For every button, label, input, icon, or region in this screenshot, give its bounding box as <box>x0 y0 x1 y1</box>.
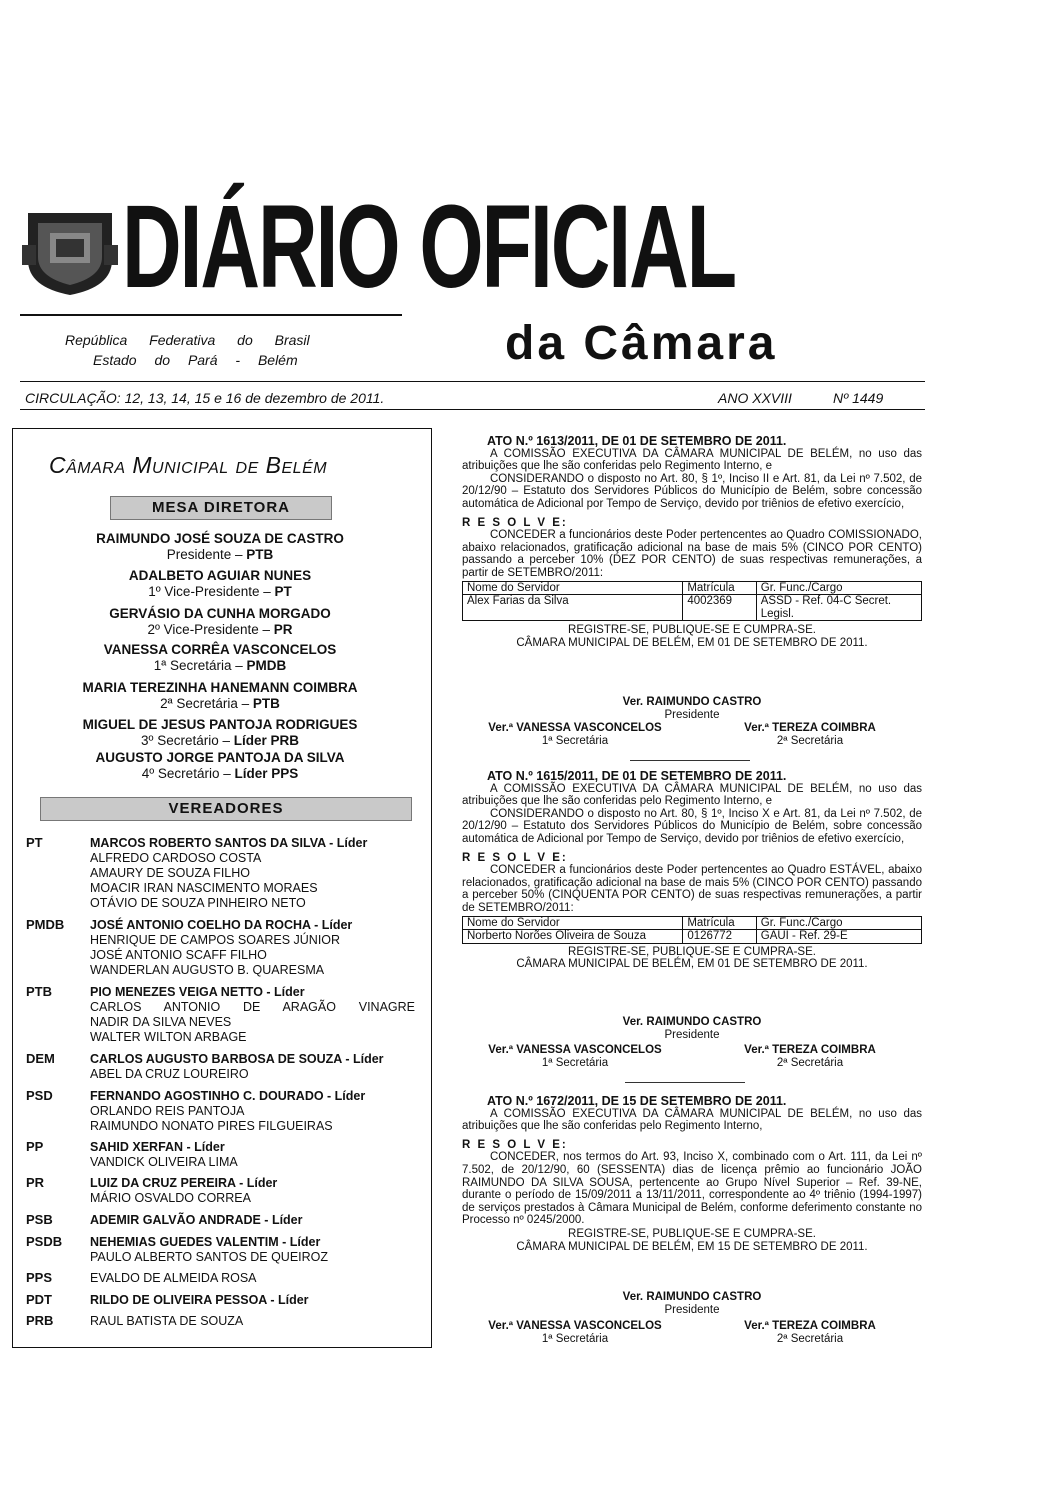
party-code: PR <box>26 1175 45 1190</box>
party-members: LUIZ DA CRUZ PEREIRA - Líder MÁRIO OSVALDO CORREA <box>90 1176 278 1205</box>
servidor-table: Nome do Servidor Matrícula Gr. Func./Cargo Alex Farias da Silva 4002369 ASSD - Ref. 04-C Secret. Legisl. <box>462 581 922 622</box>
party-members: FERNANDO AGOSTINHO C. DOURADO - Líder ORLANDO REIS PANTOJA RAIMUNDO NONATO PIRES FILGUEIRAS <box>90 1089 366 1133</box>
party-members: CARLOS AUGUSTO BARBOSA DE SOUZA - Líder ABEL DA CRUZ LOUREIRO <box>90 1052 384 1081</box>
mesa-member: ADALBETO AGUIAR NUNES 1º Vice-Presidente – PT <box>128 568 312 599</box>
president-signature: Ver. RAIMUNDO CASTRO Presidente <box>622 696 762 721</box>
party-code: DEM <box>26 1051 55 1066</box>
vereadores-bar: VEREADORES <box>40 797 412 821</box>
ato-title: ATO N.º 1615/2011, DE 01 DE SETEMBRO DE 2011. <box>487 769 787 783</box>
party-code: PSDB <box>26 1234 63 1249</box>
ato-1613 <box>462 435 922 649</box>
divider <box>625 1082 745 1083</box>
ato-registre: REGISTRE-SE, PUBLIQUE-SE E CUMPRA-SE. <box>568 945 816 958</box>
ato-intro: A COMISSÃO EXECUTIVA DA CÂMARA MUNICIPAL DE BELÉM, no uso das atribuições que lhe são conferidas pelo Regimento Interno, e <box>462 447 922 473</box>
mesa-member: MARIA TEREZINHA HANEMANN COIMBRA 2ª Secretária – PTB <box>82 680 358 711</box>
ato-resolve: R E S O L V E: <box>462 516 568 529</box>
ato-local-date: CÂMARA MUNICIPAL DE BELÉM, EM 01 DE SETEMBRO DE 2011. <box>516 636 868 649</box>
party-members: RILDO DE OLIVEIRA PESSOA - Líder <box>90 1293 309 1307</box>
servidor-table: Nome do Servidor Matrícula Gr. Func./Cargo Norberto Norões Oliveira de Souza 0126772 GAUI - Ref. 29-E <box>462 916 922 944</box>
ato-considerando: CONSIDERANDO o disposto no Art. 80, § 1º, Inciso II e Art. 81, da Lei nº 7.502, de 20/12/90 – Estatuto dos Servidores Públicos do Município de Belém, sobre concessão automática de Adicional por Tempo de Serviço, devido por triênios de efetivo exercício, <box>462 472 922 510</box>
issue-rule-top <box>20 381 925 382</box>
sec1-signature: Ver.ª VANESSA VASCONCELOS 1ª Secretária <box>488 1044 662 1069</box>
president-signature: Ver. RAIMUNDO CASTRO Presidente <box>622 1016 762 1041</box>
party-code: PT <box>26 835 43 850</box>
party-members: RAUL BATISTA DE SOUZA <box>90 1314 244 1328</box>
mesa-member: AUGUSTO JORGE PANTOJA DA SILVA 4º Secretário – Líder PPS <box>95 750 345 781</box>
ato-local-date: CÂMARA MUNICIPAL DE BELÉM, EM 01 DE SETEMBRO DE 2011. <box>516 958 868 971</box>
coat-of-arms-icon <box>20 205 120 297</box>
ato-title: ATO N.º 1672/2011, DE 15 DE SETEMBRO DE 2011. <box>487 1094 787 1108</box>
table-row: Norberto Norões Oliveira de Souza 0126772 GAUI - Ref. 29-E <box>463 930 922 944</box>
party-code: PDT <box>26 1292 52 1307</box>
ato-registre: REGISTRE-SE, PUBLIQUE-SE E CUMPRA-SE. <box>568 1227 816 1240</box>
party-members: MARCOS ROBERTO SANTOS DA SILVA - Líder ALFREDO CARDOSO COSTA AMAURY DE SOUZA FILHO MOACIR IRAN NASCIMENTO MORAES OTÁVIO DE SOUZA PINHEIRO NETO <box>90 836 368 910</box>
party-code: PRB <box>26 1313 54 1328</box>
mesa-member: VANESSA CORRÊA VASCONCELOS 1ª Secretária – PMDB <box>103 642 337 673</box>
ato-body: CONCEDER a funcionários deste Poder pertencentes ao Quadro ESTÁVEL, abaixo relacionados, gratificação adicional na base de mais 5% (CINCO POR CENTO) passando a perceber 50% (CINQUENTA POR CENTO) de suas respectivas remunerações, a partir de SETEMBRO/2011: <box>462 864 922 914</box>
ato-body: CONCEDER a funcionários deste Poder pertencentes ao Quadro COMISSIONADO, abaixo relacionados, gratificação adicional na base de mais 5% (CINCO POR CENTO) passando a perceber 10% (DEZ POR CENTO) de suas respectivas remunerações, a partir de SETEMBRO/2011: <box>462 529 922 579</box>
party-members: SAHID XERFAN - Líder VANDICK OLIVEIRA LIMA <box>90 1140 238 1169</box>
council-heading: Câmara Municipal de Belém <box>49 452 328 478</box>
sec2-signature: Ver.ª TEREZA COIMBRA 2ª Secretária <box>744 1320 876 1345</box>
ato-resolve: R E S O L V E: <box>462 1138 568 1151</box>
party-members: EVALDO DE ALMEIDA ROSA <box>90 1271 257 1285</box>
mesa-member: MIGUEL DE JESUS PANTOJA RODRIGUES 3º Secretário – Líder PRB <box>82 717 358 748</box>
issue-year: ANO XXVIII <box>718 390 792 406</box>
ato-title: ATO N.º 1613/2011, DE 01 DE SETEMBRO DE 2011. <box>487 434 787 448</box>
ato-resolve: R E S O L V E: <box>462 851 568 864</box>
sec2-signature: Ver.ª TEREZA COIMBRA 2ª Secretária <box>744 1044 876 1069</box>
ato-1615 <box>462 770 922 971</box>
masthead-title: DIÁRIO OFICIAL <box>122 181 736 313</box>
ato-local-date: CÂMARA MUNICIPAL DE BELÉM, EM 15 DE SETEMBRO DE 2011. <box>516 1240 868 1253</box>
sec2-signature: Ver.ª TEREZA COIMBRA 2ª Secretária <box>744 722 876 747</box>
ato-registre: REGISTRE-SE, PUBLIQUE-SE E CUMPRA-SE. <box>568 624 816 637</box>
party-code: PP <box>26 1139 44 1154</box>
mesa-diretora-bar: MESA DIRETORA <box>110 496 332 520</box>
party-code: PTB <box>26 984 52 999</box>
ato-body: CONCEDER, nos termos do Art. 93, Inciso X, combinado com o Art. 111, da Lei nº 7.502, de 20/12/90, 60 (SESSENTA) dias de licença prêmio ao funcionário JOÃO RAIMUNDO DA SILVA SOUSA, pertencente ao Grupo Nível Superior – Ref. 39-NE, durante o período de 15/09/2011 a 13/11/2011, correspondente ao 4º triênio (1994-1997) de serviços prestados à Câmara Municipal de Belém, conforme deferimento constante no Processo nº 0245/2000. <box>462 1151 922 1227</box>
party-members: NEHEMIAS GUEDES VALENTIM - Líder PAULO ALBERTO SANTOS DE QUEIROZ <box>90 1235 329 1264</box>
party-code: PPS <box>26 1270 53 1285</box>
issue-number: Nº 1449 <box>833 390 884 406</box>
masthead-divider <box>20 314 402 316</box>
sec1-signature: Ver.ª VANESSA VASCONCELOS 1ª Secretária <box>488 1320 662 1345</box>
party-code: PSD <box>26 1088 53 1103</box>
masthead-subtitle: da Câmara <box>505 317 778 370</box>
divider <box>630 760 750 761</box>
mesa-member: RAIMUNDO JOSÉ SOUZA DE CASTRO Presidente – PTB <box>96 531 344 562</box>
ato-1672 <box>462 1095 922 1253</box>
party-code: PMDB <box>26 917 65 932</box>
republica-line: República Federativa do Brasil <box>65 332 310 348</box>
table-row: Alex Farias da Silva 4002369 ASSD - Ref. 04-C Secret. Legisl. <box>463 595 922 621</box>
ato-considerando: CONSIDERANDO o disposto no Art. 80, § 1º, Inciso X e Art. 81, da Lei nº 7.502, de 20/12/90 – Estatuto dos Servidores Públicos do Município de Belém, sobre concessão automática de Adicional por Tempo de Serviço, devido por triênios de efetivo exercício, <box>462 807 922 845</box>
ato-intro: A COMISSÃO EXECUTIVA DA CÂMARA MUNICIPAL DE BELÉM, no uso das atribuições que lhe são conferidas pelo Regimento Interno, <box>462 1107 922 1133</box>
party-code: PSB <box>26 1212 53 1227</box>
party-members: JOSÉ ANTONIO COELHO DA ROCHA - Líder HENRIQUE DE CAMPOS SOARES JÚNIOR JOSÉ ANTONIO SCAFF FILHO WANDERLAN AUGUSTO B. QUARESMA <box>90 918 353 977</box>
estado-line: Estado do Pará - Belém <box>93 352 298 368</box>
party-members: PIO MENEZES VEIGA NETTO - Líder CARLOS ANTONIO DE ARAGÃO VINAGRE NADIR DA SILVA NEVES WALTER WILTON ARBAGE <box>90 985 415 1044</box>
circulation-dates: CIRCULAÇÃO: 12, 13, 14, 15 e 16 de dezembro de 2011. <box>25 390 385 406</box>
issue-rule-bottom <box>20 409 925 410</box>
ato-intro: A COMISSÃO EXECUTIVA DA CÂMARA MUNICIPAL DE BELÉM, no uso das atribuições que lhe são conferidas pelo Regimento Interno, e <box>462 782 922 808</box>
sec1-signature: Ver.ª VANESSA VASCONCELOS 1ª Secretária <box>488 722 662 747</box>
president-signature: Ver. RAIMUNDO CASTRO Presidente <box>622 1291 762 1316</box>
party-members: ADEMIR GALVÃO ANDRADE - Líder <box>90 1213 303 1227</box>
mesa-member: GERVÁSIO DA CUNHA MORGADO 2º Vice-Presidente – PR <box>109 606 331 637</box>
